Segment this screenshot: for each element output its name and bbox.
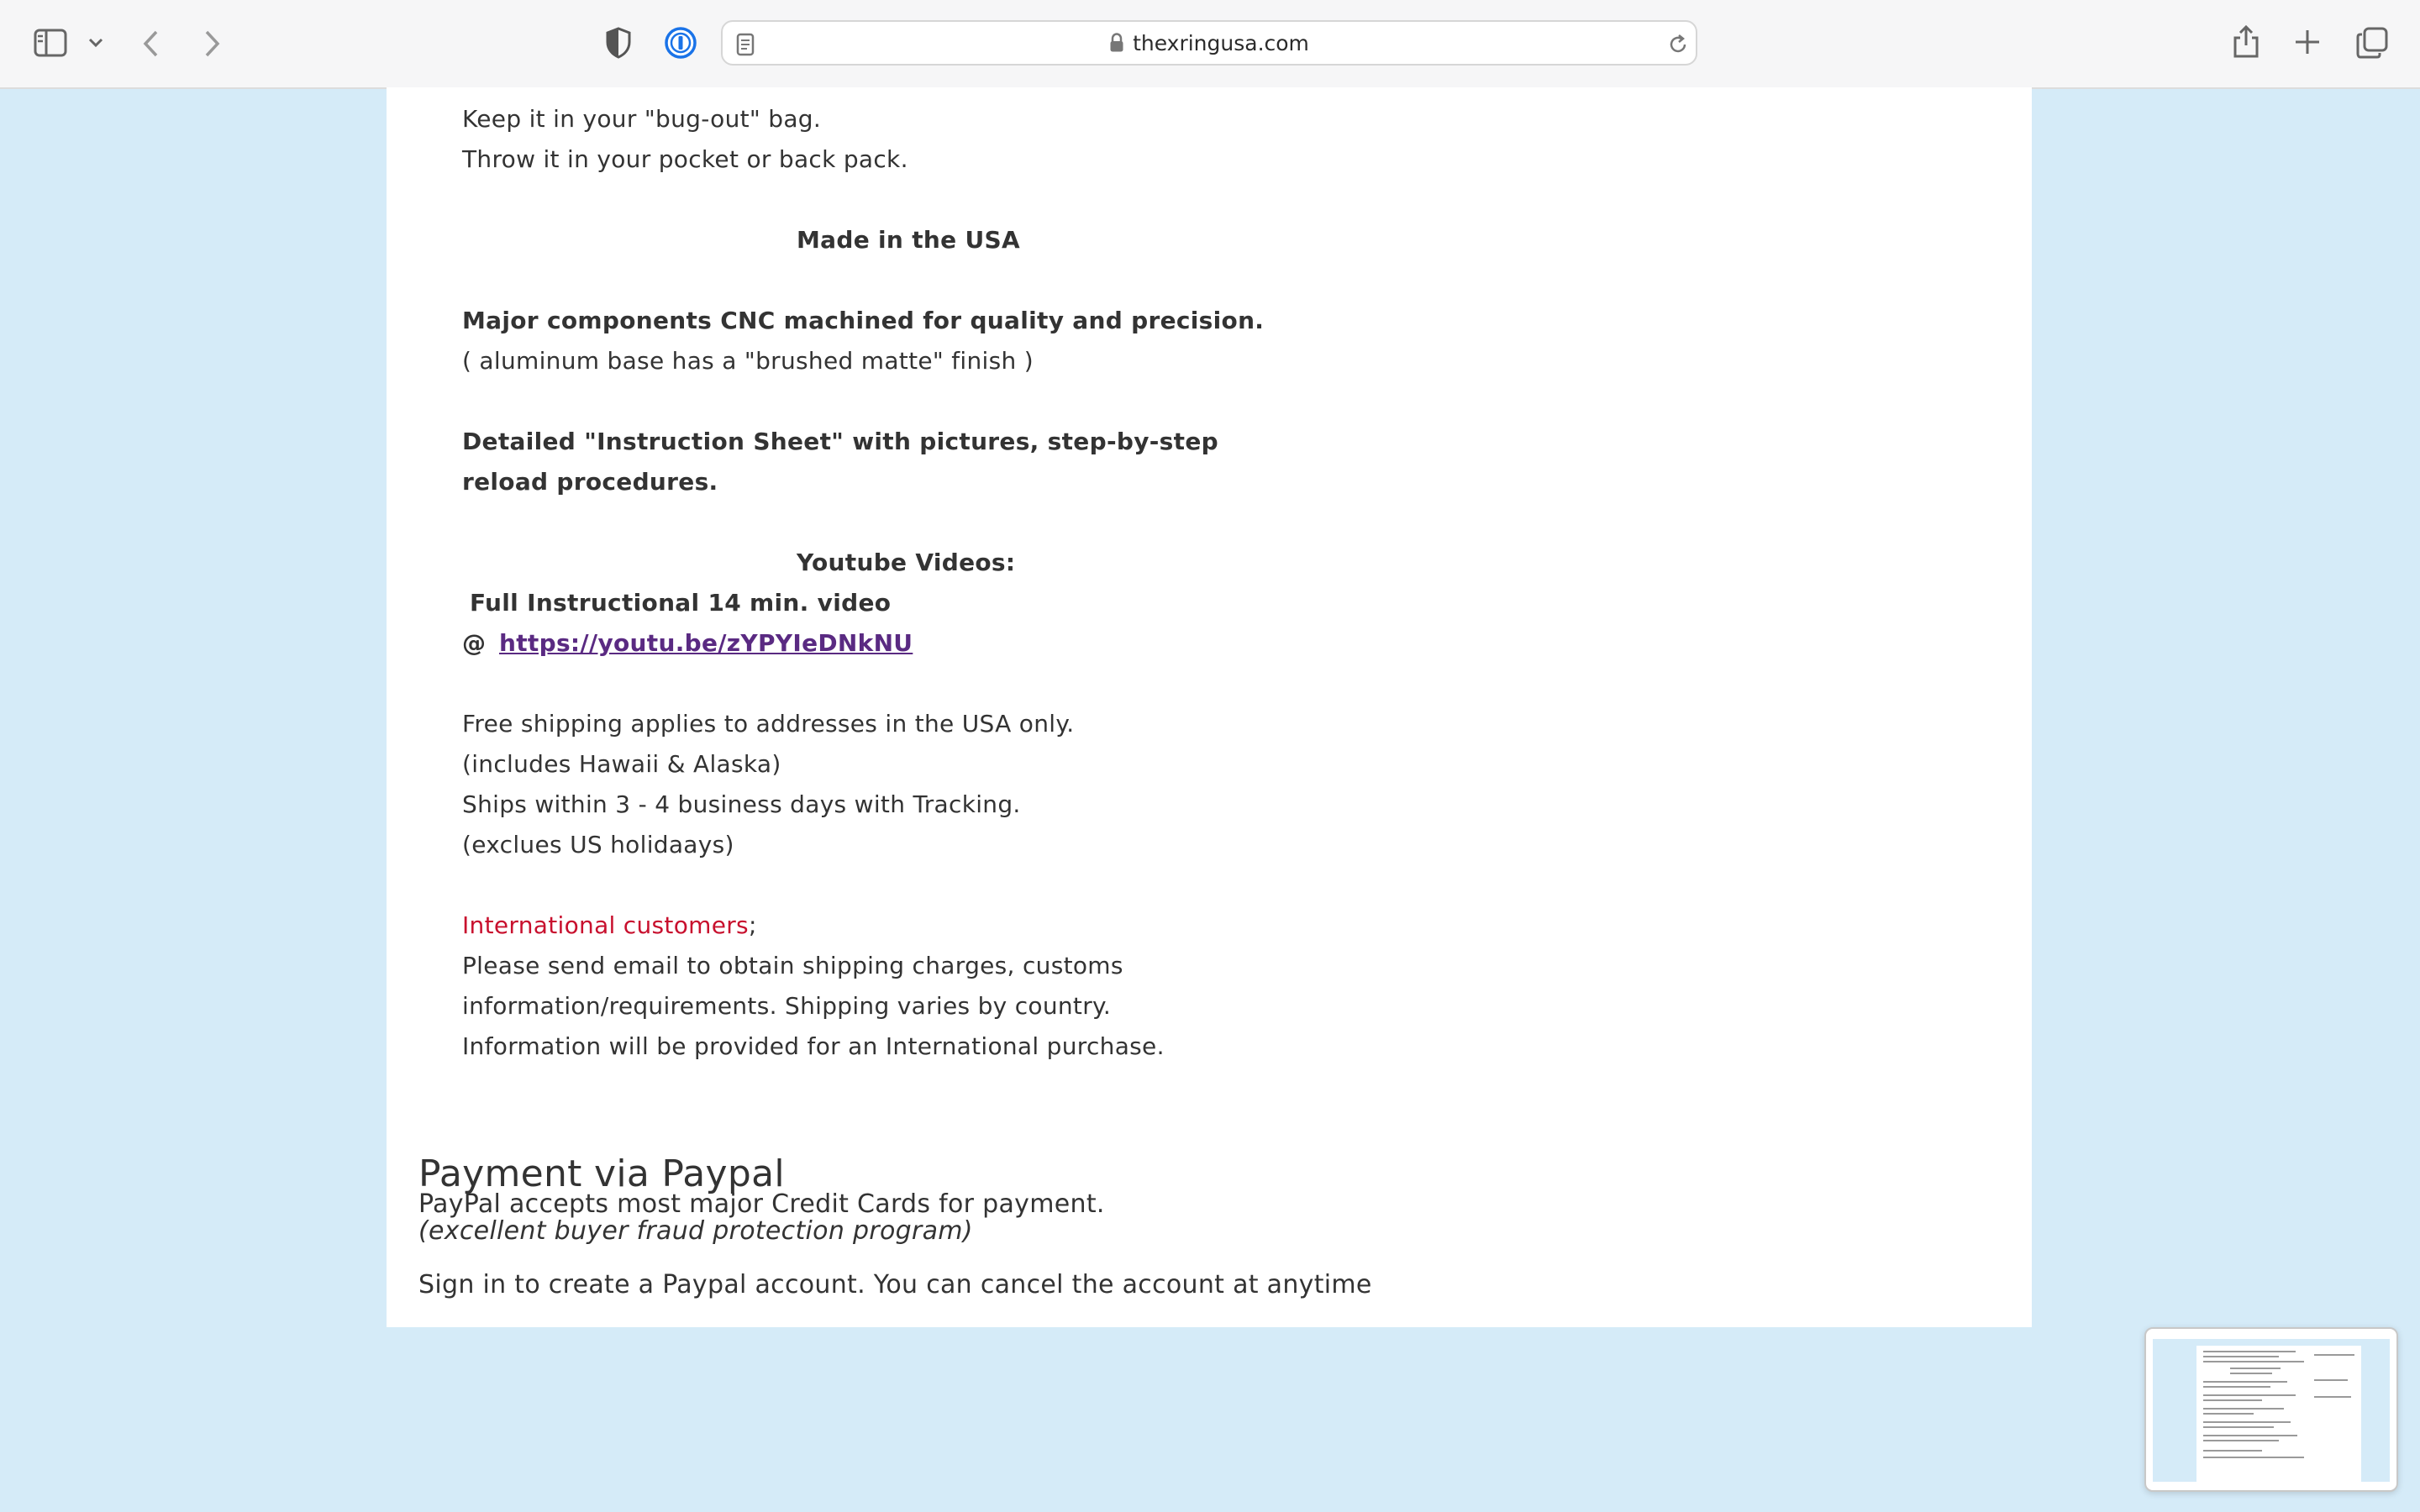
new-tab-icon[interactable] [2294,29,2321,55]
tabs-overview-icon[interactable] [2356,27,2388,59]
text-full-video: Full Instructional 14 min. video [470,589,892,617]
text-shipping-2: (includes Hawaii & Alaska) [462,750,781,778]
text-cnc: Major components CNC machined for quality and precision. [462,307,1265,334]
reload-icon[interactable] [1667,34,1689,55]
payment-heading: Payment via Paypal [418,1152,785,1195]
text-instruction-2: reload procedures. [462,468,718,496]
url-text: thexringusa.com [1133,31,1309,55]
text-bugout: Keep it in your "bug-out" bag. [462,105,822,133]
browser-toolbar [0,0,2420,89]
share-icon[interactable] [2232,24,2260,59]
chevron-down-icon[interactable] [87,37,104,49]
password-manager-icon[interactable] [664,26,697,60]
thumbnail-background [2153,1339,2390,1482]
payment-signin-text: Sign in to create a Paypal account. You can cancel the account at anytime [418,1270,1372,1299]
youtube-heading: Youtube Videos: [797,549,1016,576]
international-line [462,906,757,946]
sidebar-icon[interactable] [34,28,67,58]
text-instruction-1: Detailed "Instruction Sheet" with pictures, step-by-step [462,428,1218,455]
international-label: International customers [462,911,749,939]
text-shipping-3: Ships within 3 - 4 business days with Tracking. [462,790,1021,818]
made-in-usa-heading: Made in the USA [797,226,1020,254]
privacy-shield-icon[interactable] [605,27,632,59]
text-intl-3: Information will be provided for an International purchase. [462,1032,1165,1060]
lock-icon [1109,24,1124,68]
text-pocket: Throw it in your pocket or back pack. [462,145,908,173]
text-shipping-4: (exclues US holidaays) [462,831,734,858]
url-display[interactable] [723,22,1696,67]
thumbnail-page [2196,1346,2361,1482]
text-at-sign: @ [462,629,487,657]
youtube-link[interactable]: https://youtu.be/zYPYIeDNkNU [499,629,913,657]
payment-subtitle: PayPal accepts most major Credit Cards for payment. [418,1189,1105,1219]
international-semicolon: ; [748,911,757,939]
payment-protection-note: (excellent buyer fraud protection program) [418,1216,973,1246]
page-thumbnail[interactable] [2144,1327,2398,1492]
forward-icon[interactable] [202,29,222,59]
back-icon[interactable] [141,29,161,59]
page-content [387,87,2032,1327]
text-intl-2: information/requirements. Shipping varies by country. [462,992,1112,1020]
text-aluminum: ( aluminum base has a "brushed matte" finish ) [462,347,1034,375]
address-bar[interactable] [721,20,1697,66]
text-shipping-1: Free shipping applies to addresses in the USA only. [462,710,1075,738]
text-intl-1: Please send email to obtain shipping charges, customs [462,952,1123,979]
